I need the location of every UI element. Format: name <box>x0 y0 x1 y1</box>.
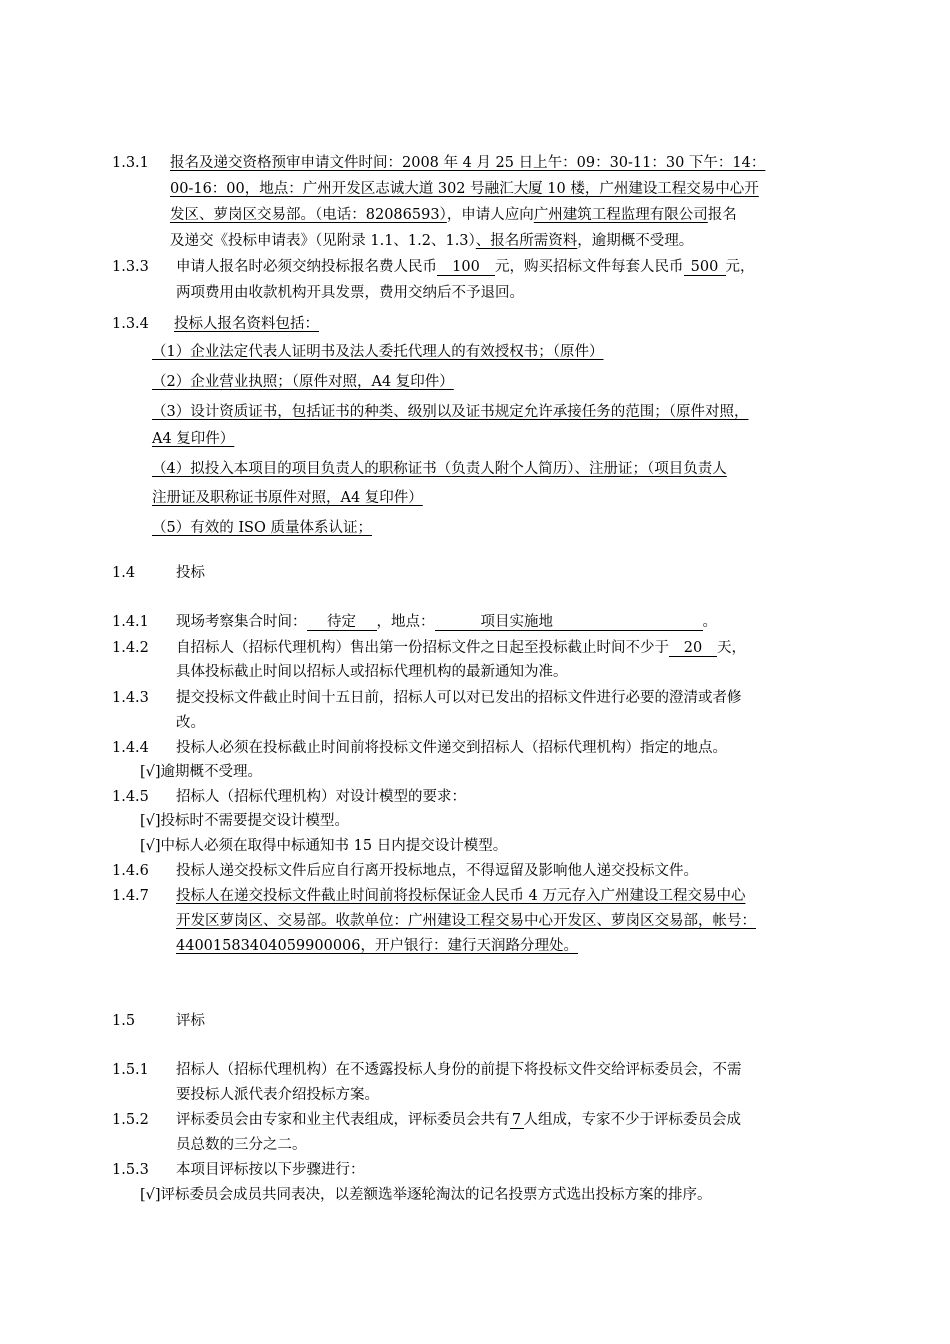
clause-text: 要投标人派代表介绍投标方案。 <box>176 1087 379 1103</box>
clause-number: 1.4.4 <box>112 740 149 756</box>
clause-text: 投标人必须在投标截止时间前将投标文件递交到招标人（招标代理机构）指定的地点。 <box>176 740 727 756</box>
clause-number: 1.4.5 <box>112 789 149 805</box>
list-item: 注册证及职称证书原件对照，A4 复印件） <box>152 490 423 506</box>
clause-text: 人组成，专家不少于评标委员会成 <box>523 1112 741 1128</box>
clause-text: 具体投标截止时间以招标人或招标代理机构的最新通知为准。 <box>176 664 568 680</box>
list-item: （4）拟投入本项目的项目负责人的职称证书（负责人附个人简历）、注册证；（项目负责人 <box>152 461 727 477</box>
clause-text: ，地点： <box>376 614 435 630</box>
list-item: A4 复印件） <box>152 431 235 447</box>
clause-number: 1.3.3 <box>112 259 149 275</box>
checked-option: [√]逾期概不受理。 <box>140 764 263 780</box>
clause-number: 1.4.3 <box>112 690 149 706</box>
clause-text: 自招标人（招标代理机构）售出第一份招标文件之日起至投标截止时间不少于 <box>176 640 669 656</box>
count-blank: 7 <box>510 1112 524 1129</box>
clause-text: 元， <box>725 259 755 275</box>
checked-option: [√]中标人必须在取得中标通知书 15 日内提交设计模型。 <box>140 838 508 854</box>
clause-text: 提交投标文件截止时间十五日前，招标人可以对已发出的招标文件进行必要的澄清或者修 <box>176 690 742 706</box>
clause-text-line <box>176 257 755 277</box>
clause-text: 评标委员会由专家和业主代表组成，评标委员会共有 <box>176 1112 510 1128</box>
clause-text: 。 <box>702 614 717 630</box>
clause-text: 现场考察集合时间： <box>176 614 307 630</box>
clause-text: ，逾期概不受理。 <box>577 233 694 249</box>
clause-number: 1.3.4 <box>112 316 149 332</box>
place-blank <box>435 614 703 631</box>
clause-number: 1.4.1 <box>112 614 149 630</box>
clause-text: 44001583404059900006，开户银行：建行天润路分理处。 <box>176 938 579 954</box>
checked-option: [√]评标委员会成员共同表决，以差额选举逐轮淘汰的记名投票方式选出投标方案的排序。 <box>140 1187 712 1203</box>
section-number: 1.4 <box>112 565 136 581</box>
clause-number: 1.5.1 <box>112 1062 149 1078</box>
clause-text: 00-16：00，地点：广州开发区志诚大道 302 号融汇大厦 10 楼，广州建设工程交易中心开 <box>170 181 759 197</box>
clause-text: 投标人在递交投标文件截止时间前将投标保证金人民币 4 万元存入广州建设工程交易中心 <box>176 888 746 904</box>
section-title: 投标 <box>176 565 205 581</box>
clause-text: 、报名所需资料 <box>475 233 578 249</box>
list-item: （3）设计资质证书，包括证书的种类、级别以及证书规定允许承接任务的范围；（原件对照， <box>152 404 749 420</box>
days-blank: 20 <box>669 640 717 657</box>
clause-text: 及递交《投标申请表》（见附录 1.1、1.2、1.3） <box>170 233 476 249</box>
clause-text: 申请人报名时必须交纳投标报名费人民币 <box>176 259 437 275</box>
clause-text: 招标人（招标代理机构）对设计模型的要求： <box>176 789 466 805</box>
clause-text: 元，购买招标文件每套人民币 <box>495 259 684 275</box>
clause-number: 1.5.3 <box>112 1162 149 1178</box>
time-blank: 待定 <box>307 614 377 631</box>
clause-text: 本项目评标按以下步骤进行： <box>176 1162 365 1178</box>
clause-number: 1.3.1 <box>112 155 149 171</box>
list-item: （2）企业营业执照；（原件对照，A4 复印件） <box>152 374 454 390</box>
clause-number: 1.4.7 <box>112 888 149 904</box>
clause-text: 报名 <box>707 207 737 223</box>
clause-text: ，申请人应向 <box>446 207 534 223</box>
clause-text: 开发区萝岗区、交易部。收款单位：广州建设工程交易中心开发区、萝岗区交易部，帐号： <box>176 913 756 929</box>
clause-text: 招标人（招标代理机构）在不透露投标人身份的前提下将投标文件交给评标委员会，不需 <box>176 1062 742 1078</box>
clause-text: 报名及递交资格预审申请文件时间：2008 年 4 月 25 日上午：09：30-11：30 下午：14： <box>170 155 766 171</box>
fee-blank: 100 <box>437 259 495 276</box>
checked-option: [√]投标时不需要提交设计模型。 <box>140 813 350 829</box>
clause-text: 发区、萝岗区交易部。（电话：82086593） <box>170 207 447 223</box>
clause-text: 两项费用由收款机构开具发票，费用交纳后不予退回。 <box>176 285 524 301</box>
section-title: 评标 <box>176 1013 205 1029</box>
list-item: （1）企业法定代表人证明书及法人委托代理人的有效授权书；（原件） <box>152 344 604 360</box>
fee-blank: 500 <box>684 259 726 276</box>
clause-text-line <box>170 205 737 225</box>
clause-text-line <box>176 638 746 658</box>
clause-text-line <box>170 231 693 251</box>
clause-text-line <box>176 612 717 632</box>
clause-title: 投标人报名资料包括： <box>174 316 319 332</box>
clause-text: 投标人递交投标文件后应自行离开投标地点，不得逗留及影响他人递交投标文件。 <box>176 863 698 879</box>
clause-text: 员总数的三分之二。 <box>176 1137 307 1153</box>
clause-text: 改。 <box>176 715 205 731</box>
clause-text-line <box>176 1110 741 1130</box>
agency-name: 广州建筑工程监理有限公司 <box>533 207 708 223</box>
clause-number: 1.4.2 <box>112 640 149 656</box>
list-item: （5）有效的 ISO 质量体系认证； <box>152 520 372 536</box>
clause-number: 1.5.2 <box>112 1112 149 1128</box>
clause-number: 1.4.6 <box>112 863 149 879</box>
clause-text: 天， <box>717 640 746 656</box>
section-number: 1.5 <box>112 1013 136 1029</box>
place-value: 项目实施地 <box>480 614 553 630</box>
